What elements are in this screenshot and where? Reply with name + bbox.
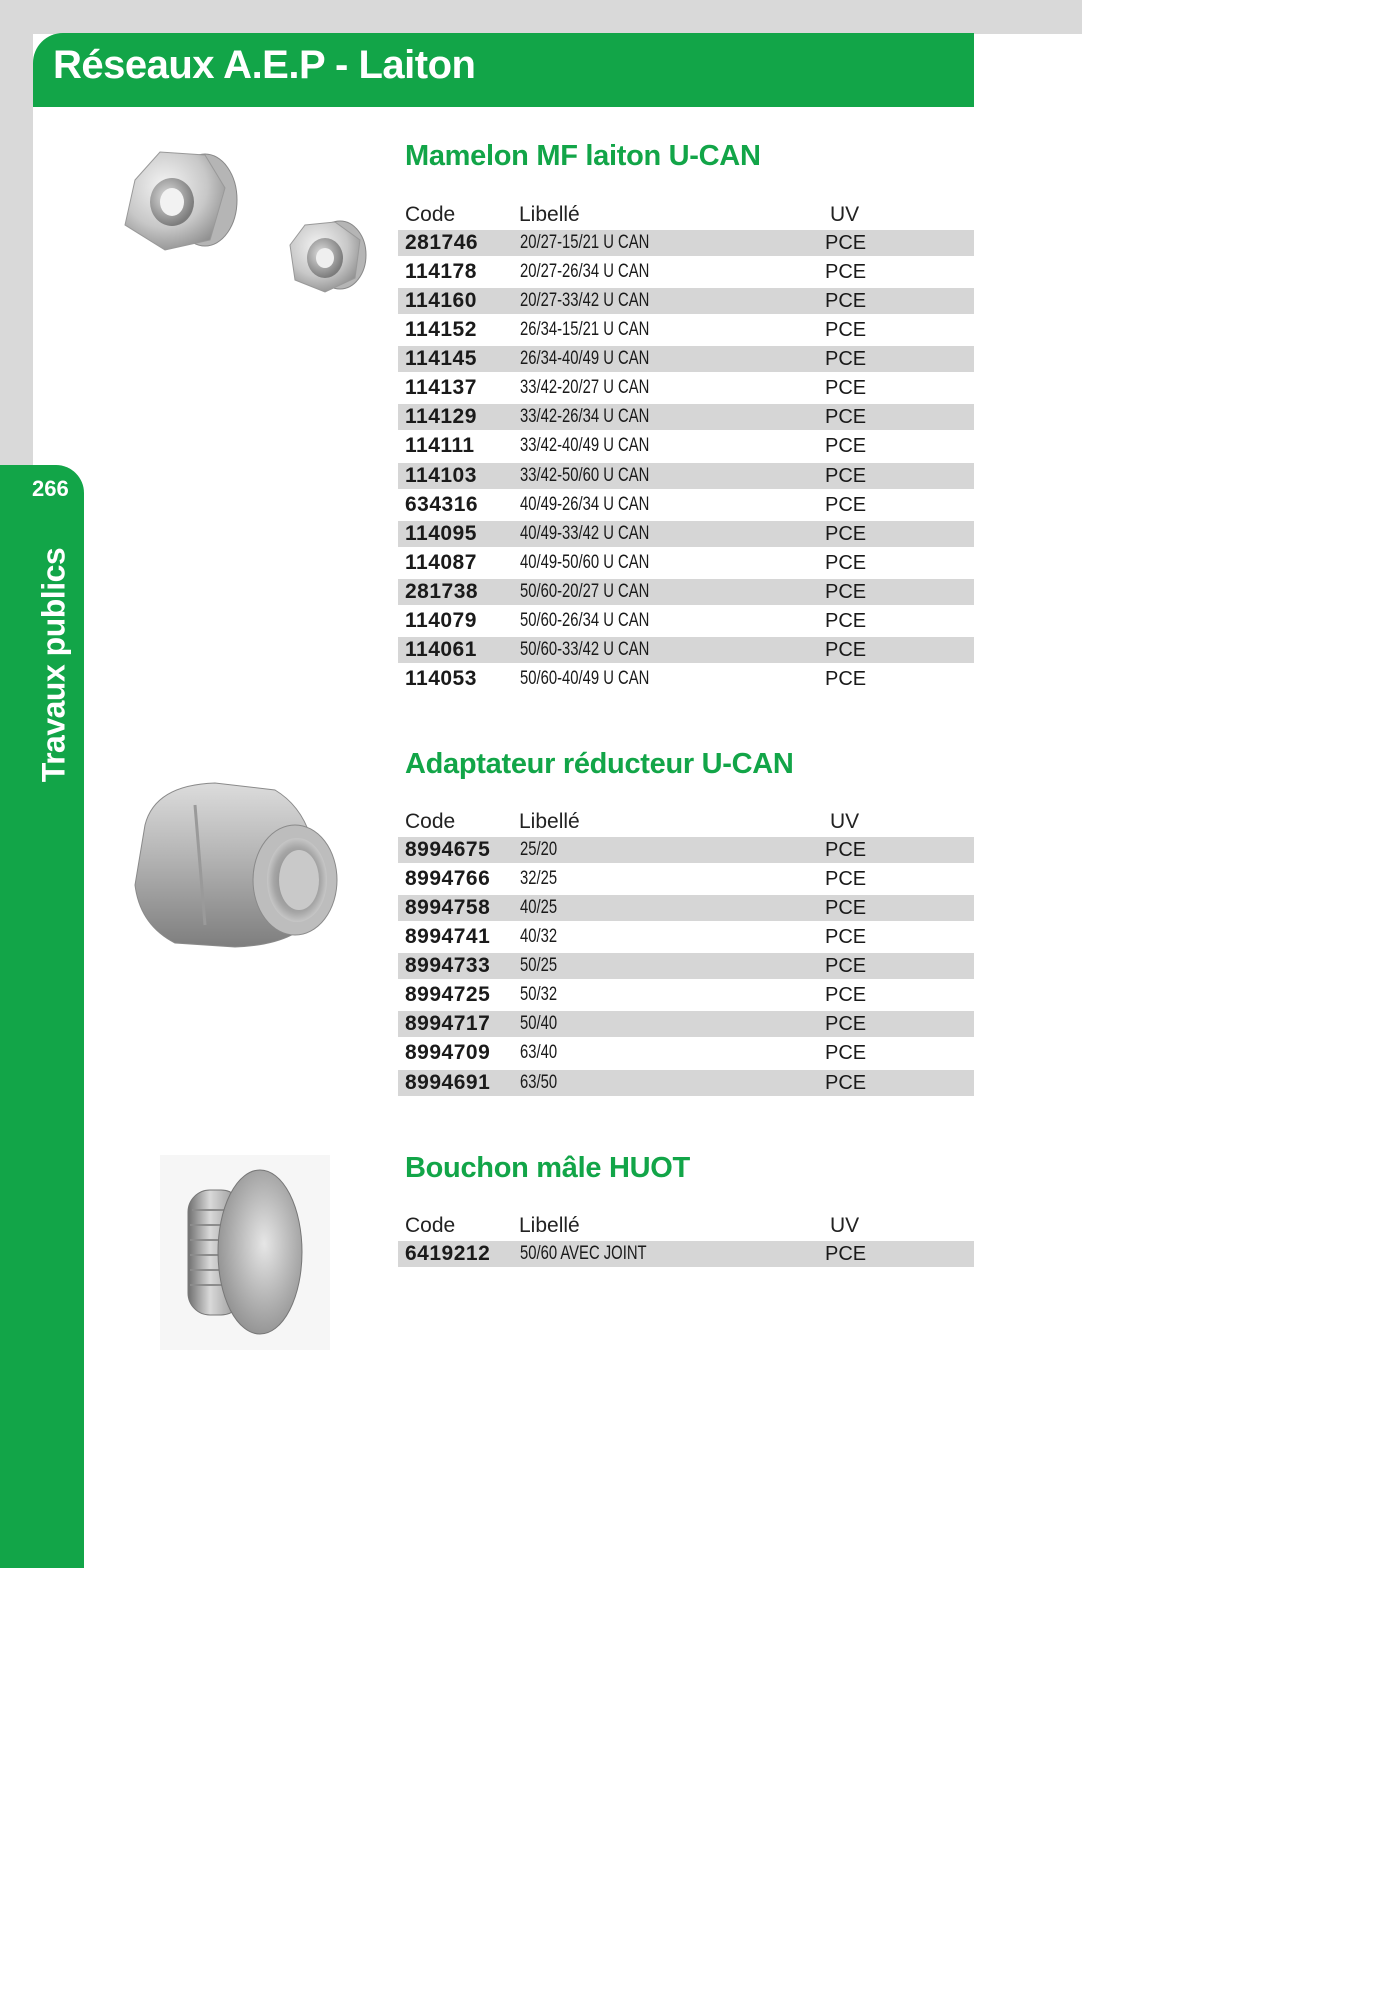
row-uv: PCE (825, 839, 867, 861)
row-libelle: 50/60 AVEC JOINT (520, 1243, 647, 1264)
row-code: 114178 (405, 260, 477, 284)
row-uv: PCE (825, 868, 867, 891)
table-row (398, 230, 974, 256)
row-libelle: 63/40 (520, 1042, 558, 1064)
row-code: 114145 (405, 347, 477, 371)
table-row (398, 317, 974, 343)
top-margin-band (0, 0, 1082, 34)
row-code: 8994717 (405, 1012, 491, 1036)
row-libelle: 40/49-33/42 U CAN (520, 522, 650, 544)
row-uv: PCE (825, 319, 867, 342)
row-libelle: 50/60-33/42 U CAN (520, 638, 650, 660)
row-libelle: 40/49-26/34 U CAN (520, 493, 650, 515)
row-uv: PCE (825, 406, 867, 429)
section-title: Adaptateur réducteur U-CAN (405, 748, 794, 780)
row-uv: PCE (825, 348, 867, 371)
reducer-adapter-fitting-icon (125, 775, 345, 955)
table-row (398, 492, 974, 518)
table-row (398, 1040, 974, 1066)
table-row (398, 521, 974, 547)
row-code: 8994741 (405, 925, 491, 949)
table-row (398, 895, 974, 921)
column-header-libelle: Libellé (519, 1214, 580, 1237)
row-code: 6419212 (405, 1242, 491, 1265)
row-uv: PCE (825, 897, 867, 920)
row-uv: PCE (825, 290, 867, 313)
row-code: 8994758 (405, 896, 491, 920)
column-header-code: Code (405, 203, 456, 226)
table-row (398, 288, 974, 314)
row-code: 114061 (405, 637, 477, 661)
column-header-uv: UV (830, 810, 860, 833)
row-uv: PCE (825, 377, 867, 400)
row-uv: PCE (825, 1013, 867, 1036)
table-row (398, 608, 974, 634)
row-code: 8994766 (405, 867, 491, 891)
table-row (398, 433, 974, 459)
row-uv: PCE (825, 955, 867, 978)
row-code: 8994691 (405, 1070, 491, 1094)
row-code: 114137 (405, 376, 477, 400)
table-row (398, 837, 974, 863)
column-header-uv: UV (830, 1214, 860, 1237)
row-code: 281746 (405, 231, 479, 254)
row-code: 114087 (405, 550, 477, 574)
row-code: 114160 (405, 289, 477, 313)
row-code: 114095 (405, 521, 477, 545)
table-row (398, 982, 974, 1008)
row-uv: PCE (825, 580, 867, 603)
row-uv: PCE (825, 1042, 867, 1065)
row-code: 8994733 (405, 954, 491, 978)
row-uv: PCE (825, 522, 867, 545)
table-row (398, 1241, 974, 1267)
row-uv: PCE (825, 609, 867, 632)
row-uv: PCE (825, 493, 867, 516)
hex-nipple-fitting-icon (110, 140, 390, 310)
row-libelle: 50/60-26/34 U CAN (520, 609, 650, 631)
row-code: 114053 (405, 667, 477, 691)
row-libelle: 32/25 (520, 868, 558, 890)
row-uv: PCE (825, 464, 867, 487)
row-code: 114103 (405, 463, 477, 487)
row-libelle: 50/40 (520, 1013, 558, 1035)
table-row (398, 953, 974, 979)
row-uv: PCE (825, 1243, 867, 1265)
row-libelle: 20/27-33/42 U CAN (520, 290, 650, 312)
row-code: 114152 (405, 318, 477, 342)
row-code: 634316 (405, 492, 479, 516)
row-uv: PCE (825, 261, 867, 284)
row-uv: PCE (825, 1071, 867, 1094)
table-row (398, 924, 974, 950)
row-libelle: 33/42-40/49 U CAN (520, 435, 650, 457)
row-code: 8994675 (405, 838, 491, 861)
column-header-libelle: Libellé (519, 203, 580, 226)
male-plug-fitting-icon (160, 1155, 330, 1350)
page-number: 266 (32, 476, 69, 501)
section-title: Bouchon mâle HUOT (405, 1152, 690, 1184)
row-libelle: 40/49-50/60 U CAN (520, 551, 650, 573)
row-libelle: 20/27-15/21 U CAN (520, 232, 650, 253)
row-code: 8994725 (405, 983, 491, 1007)
table-row (398, 550, 974, 576)
row-code: 8994709 (405, 1041, 491, 1065)
table-row (398, 346, 974, 372)
row-libelle: 26/34-15/21 U CAN (520, 319, 650, 341)
row-code: 281738 (405, 579, 479, 603)
row-uv: PCE (825, 638, 867, 661)
row-code: 114079 (405, 608, 477, 632)
row-uv: PCE (825, 551, 867, 574)
row-libelle: 33/42-26/34 U CAN (520, 406, 650, 428)
row-libelle: 50/60-40/49 U CAN (520, 668, 650, 690)
row-libelle: 40/25 (520, 897, 558, 919)
left-margin-band (0, 0, 33, 470)
table-row (398, 375, 974, 401)
table-row (398, 1011, 974, 1037)
row-libelle: 20/27-26/34 U CAN (520, 261, 650, 283)
row-code: 114129 (405, 405, 477, 429)
column-header-code: Code (405, 810, 456, 833)
row-libelle: 26/34-40/49 U CAN (520, 348, 650, 370)
row-uv: PCE (825, 435, 867, 458)
row-code: 114111 (405, 434, 475, 458)
row-libelle: 33/42-20/27 U CAN (520, 377, 650, 399)
row-uv: PCE (825, 926, 867, 949)
row-uv: PCE (825, 984, 867, 1007)
column-header-libelle: Libellé (519, 810, 580, 833)
table-row (398, 1070, 974, 1096)
table-row (398, 637, 974, 663)
section-title: Mamelon MF laiton U-CAN (405, 140, 761, 172)
table-row (398, 463, 974, 489)
row-uv: PCE (825, 232, 867, 254)
page-title: Réseaux A.E.P - Laiton (53, 43, 476, 87)
row-libelle: 63/50 (520, 1071, 558, 1093)
row-libelle: 33/42-50/60 U CAN (520, 464, 650, 486)
row-libelle: 50/32 (520, 984, 558, 1006)
table-row (398, 259, 974, 285)
page-header (33, 33, 974, 107)
row-libelle: 25/20 (520, 839, 558, 860)
row-uv: PCE (825, 668, 867, 691)
column-header-uv: UV (830, 203, 860, 226)
table-row (398, 866, 974, 892)
row-libelle: 50/60-20/27 U CAN (520, 580, 650, 602)
table-row (398, 579, 974, 605)
column-header-code: Code (405, 1214, 456, 1237)
table-row (398, 666, 974, 692)
row-libelle: 50/25 (520, 955, 558, 977)
table-row (398, 404, 974, 430)
side-section-label: Travaux publics (35, 547, 72, 783)
row-libelle: 40/32 (520, 926, 558, 948)
